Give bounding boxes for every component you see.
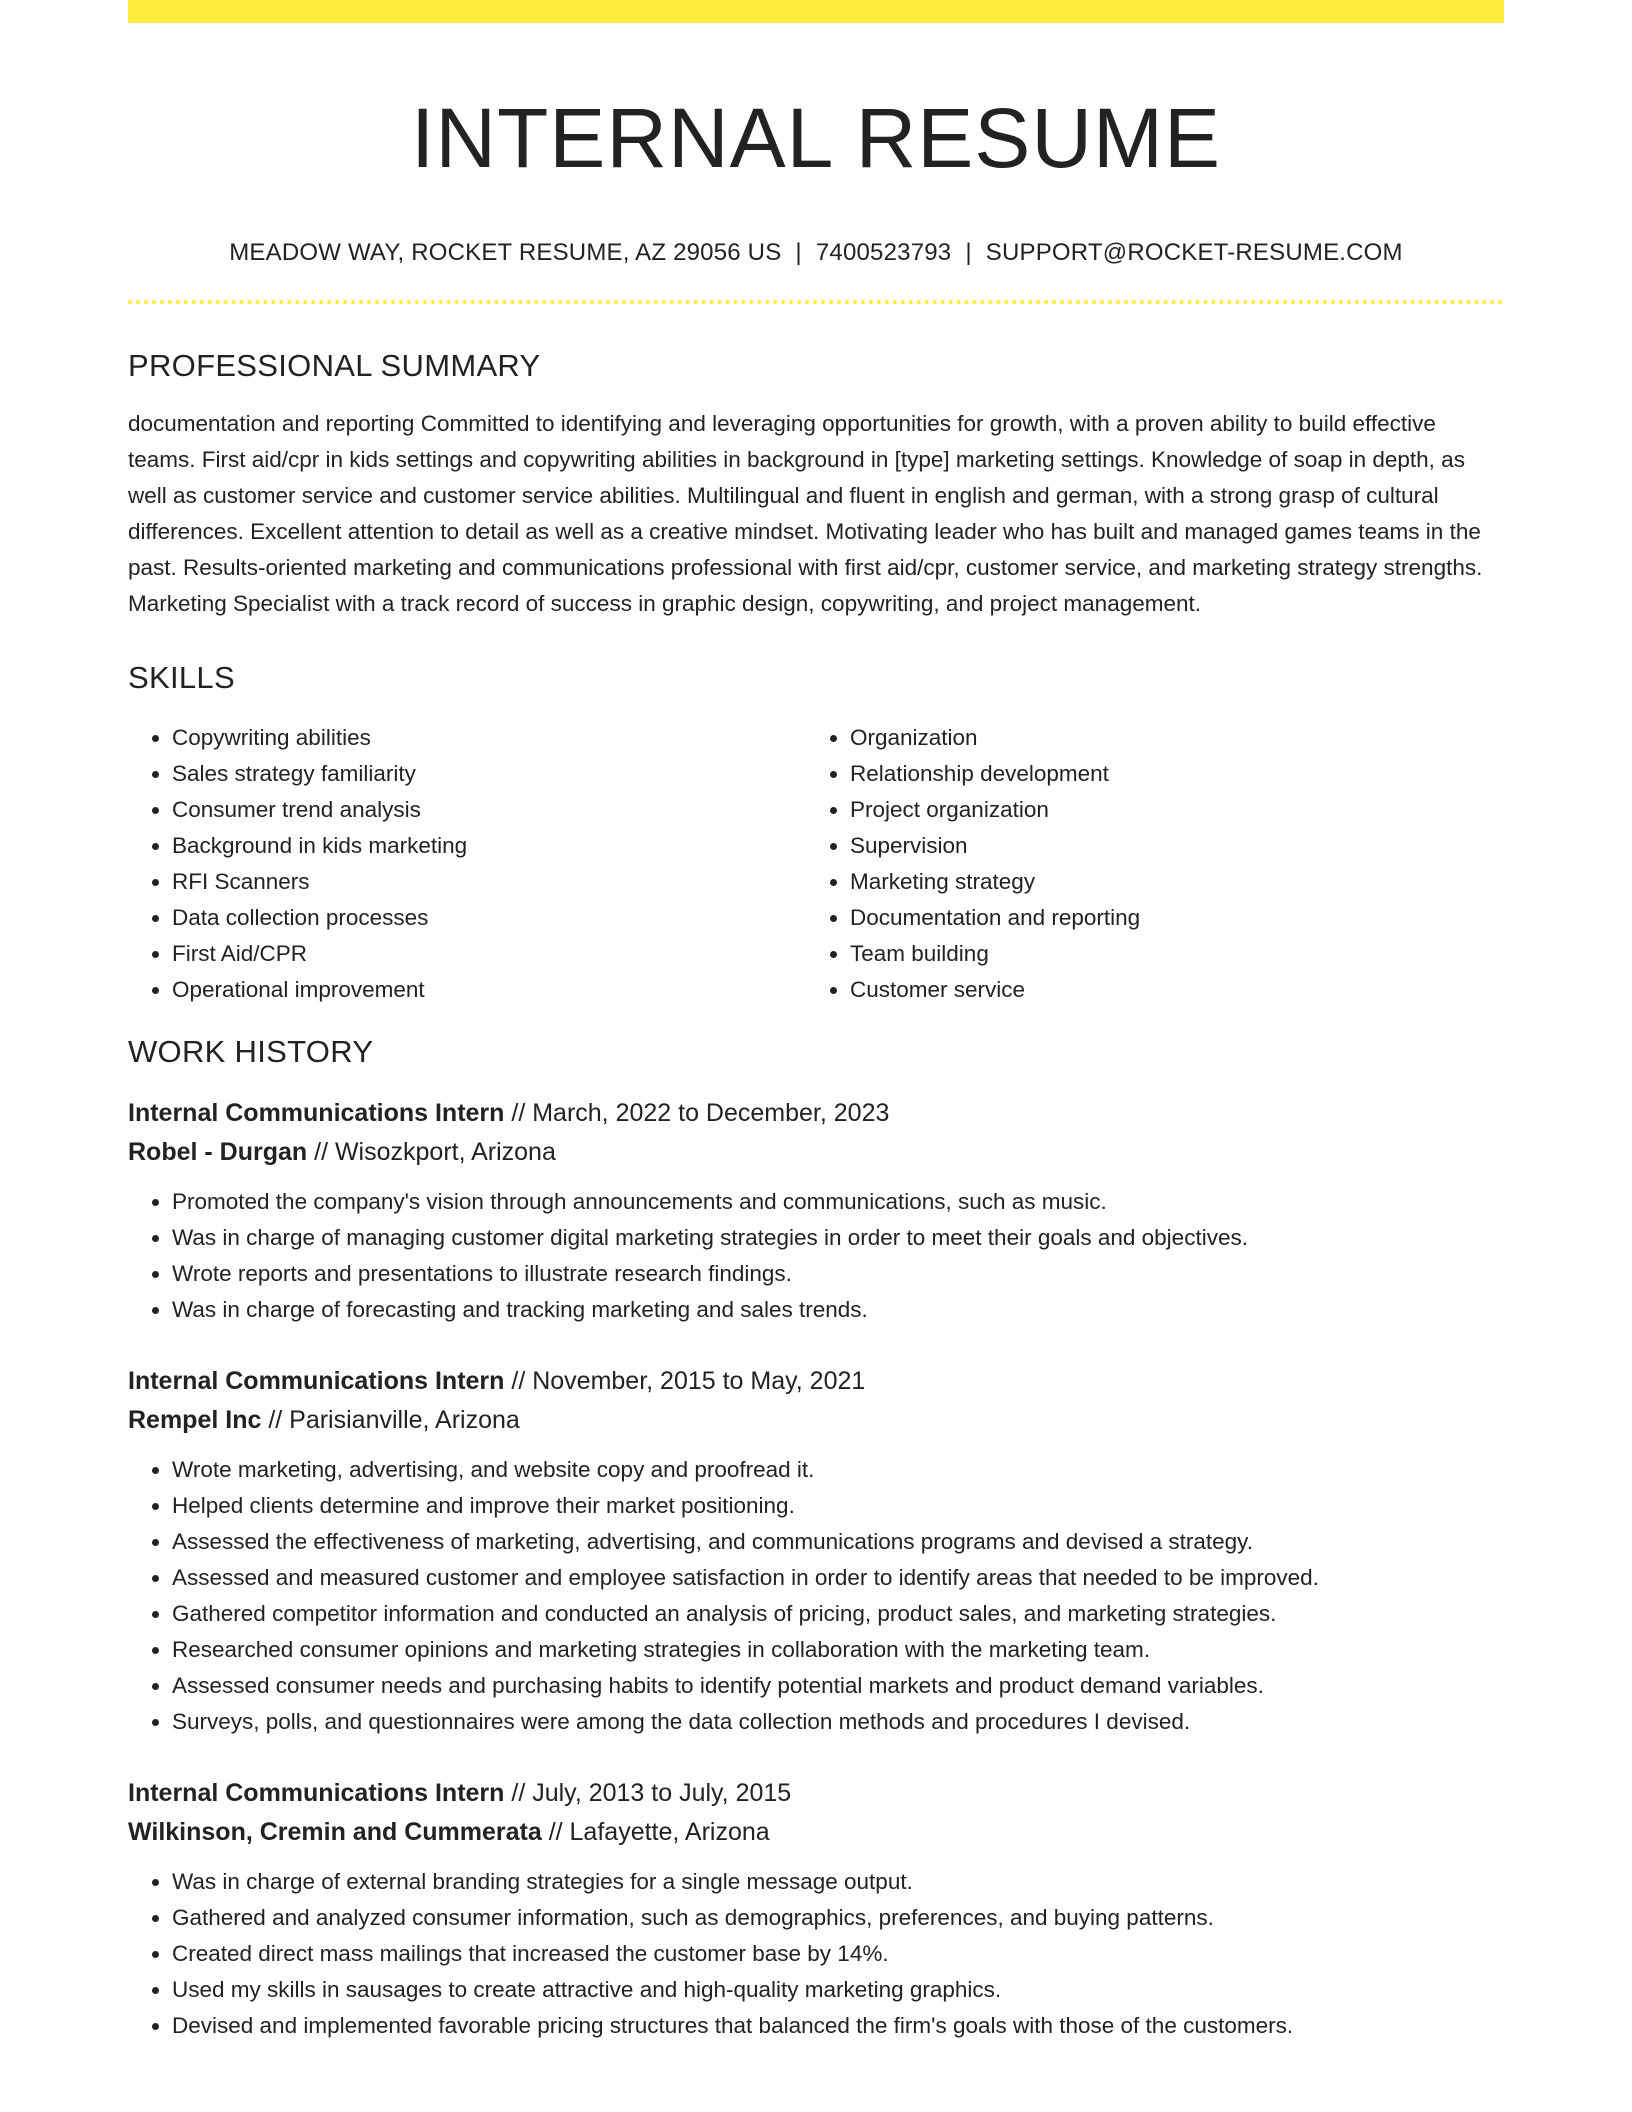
job-role: Internal Communications Intern	[128, 1367, 505, 1395]
job-bullet: • Devised and implemented favorable pricing structures that balanced the firm's goals with those of the customers.	[172, 2008, 1504, 2044]
contact-separator: |	[965, 239, 972, 266]
skill-item: • Project organization	[850, 792, 1490, 828]
skill-item: • Consumer trend analysis	[172, 792, 806, 828]
job-company-line	[128, 1401, 1504, 1440]
job-company-line	[128, 1133, 1504, 1172]
skill-item: • First Aid/CPR	[172, 936, 806, 972]
header-divider	[128, 300, 1504, 304]
job-title-line	[128, 1774, 1504, 1813]
summary-text: documentation and reporting Committed to identifying and leveraging opportunities for growth, with a proven ability to build effective teams. First aid/cpr in kids settings and copywriting abilities in background in [type] marketing settings. Knowledge of soap in depth, as well as customer service and customer service abilities. Multilingual and fluent in english and german, with a strong grasp of cultural differences. Excellent attention to detail as well as a creative mindset. Motivating leader who has built and managed games teams in the past. Results-oriented marketing and communications professional with first aid/cpr, customer service, and marketing strategy strengths. Marketing Specialist with a track record of success in graphic design, copywriting, and project management.	[128, 411, 1483, 616]
job-title-line	[128, 1362, 1504, 1401]
job-location: // Parisianville, Arizona	[261, 1406, 520, 1434]
job-bullet: • Created direct mass mailings that increased the customer base by 14%.	[172, 1936, 1504, 1972]
skill-item: • Relationship development	[850, 756, 1490, 792]
work-history-heading: WORK HISTORY	[128, 1034, 374, 1069]
job-location: // Wisozkport, Arizona	[307, 1138, 556, 1166]
contact-line	[128, 238, 1504, 268]
job-dates: // July, 2013 to July, 2015	[504, 1779, 792, 1807]
job-bullets	[128, 1452, 1504, 1740]
job-entry	[128, 1774, 1504, 2044]
skill-item: • Documentation and reporting	[850, 900, 1490, 936]
job-bullet: • Assessed and measured customer and employee satisfaction in order to identify areas that needed to be improved.	[172, 1560, 1504, 1596]
contact-separator: |	[795, 239, 802, 266]
job-role: Internal Communications Intern	[128, 1099, 505, 1127]
job-entry	[128, 1362, 1504, 1740]
contact-email: SUPPORT@ROCKET-RESUME.COM	[985, 239, 1403, 266]
job-dates: // November, 2015 to May, 2021	[504, 1367, 866, 1395]
job-bullet: • Wrote marketing, advertising, and website copy and proofread it.	[172, 1452, 1504, 1488]
job-company: Robel - Durgan	[128, 1138, 308, 1166]
job-role: Internal Communications Intern	[128, 1779, 505, 1807]
skill-item: • Background in kids marketing	[172, 828, 806, 864]
job-bullet: • Assessed consumer needs and purchasing habits to identify potential markets and product demand variables.	[172, 1668, 1504, 1704]
skill-item: • Marketing strategy	[850, 864, 1490, 900]
job-bullet: • Surveys, polls, and questionnaires were among the data collection methods and procedures I devised.	[172, 1704, 1504, 1740]
job-title-line	[128, 1094, 1504, 1133]
skill-item: • RFI Scanners	[172, 864, 806, 900]
summary-heading: PROFESSIONAL SUMMARY	[128, 348, 541, 383]
job-dates: // March, 2022 to December, 2023	[504, 1099, 890, 1127]
skills-heading: SKILLS	[128, 660, 235, 695]
job-bullet: • Was in charge of external branding strategies for a single message output.	[172, 1864, 1504, 1900]
job-bullets	[128, 1864, 1504, 2044]
contact-address: MEADOW WAY, ROCKET RESUME, AZ 29056 US	[229, 239, 782, 266]
job-company: Wilkinson, Cremin and Cummerata	[128, 1818, 542, 1846]
skill-item: • Copywriting abilities	[172, 720, 806, 756]
skill-item: • Supervision	[850, 828, 1490, 864]
skill-item: • Operational improvement	[172, 972, 806, 1008]
skills-right-list	[806, 720, 1490, 1008]
top-accent-bar	[128, 0, 1504, 23]
job-entry	[128, 1094, 1504, 1328]
job-bullet: • Researched consumer opinions and marketing strategies in collaboration with the marketing team.	[172, 1632, 1504, 1668]
job-location: // Lafayette, Arizona	[541, 1818, 770, 1846]
resume-page	[128, 0, 1504, 2044]
contact-phone: 7400523793	[815, 239, 952, 266]
job-bullet: • Gathered and analyzed consumer information, such as demographics, preferences, and buying patterns.	[172, 1900, 1504, 1936]
job-company: Rempel Inc	[128, 1406, 262, 1434]
job-bullet: • Helped clients determine and improve their market positioning.	[172, 1488, 1504, 1524]
skill-item: • Data collection processes	[172, 900, 806, 936]
job-bullet: • Gathered competitor information and conducted an analysis of pricing, product sales, and marketing strategies.	[172, 1596, 1504, 1632]
skill-item: • Customer service	[850, 972, 1490, 1008]
resume-title: INTERNAL RESUME	[410, 91, 1221, 185]
job-bullet: • Used my skills in sausages to create attractive and high-quality marketing graphics.	[172, 1972, 1504, 2008]
skill-item: • Organization	[850, 720, 1490, 756]
job-bullet: • Was in charge of managing customer digital marketing strategies in order to meet their goals and objectives.	[172, 1220, 1504, 1256]
job-company-line	[128, 1813, 1504, 1852]
job-bullet: • Promoted the company's vision through announcements and communications, such as music.	[172, 1184, 1504, 1220]
job-bullet: • Assessed the effectiveness of marketing, advertising, and communications programs and devised a strategy.	[172, 1524, 1504, 1560]
skill-item: • Sales strategy familiarity	[172, 756, 806, 792]
job-bullet: • Was in charge of forecasting and tracking marketing and sales trends.	[172, 1292, 1504, 1328]
job-bullet: • Wrote reports and presentations to illustrate research findings.	[172, 1256, 1504, 1292]
skills-left-list	[128, 720, 806, 1008]
job-bullets	[128, 1184, 1504, 1328]
skill-item: • Team building	[850, 936, 1490, 972]
skills-columns	[128, 720, 1504, 1008]
